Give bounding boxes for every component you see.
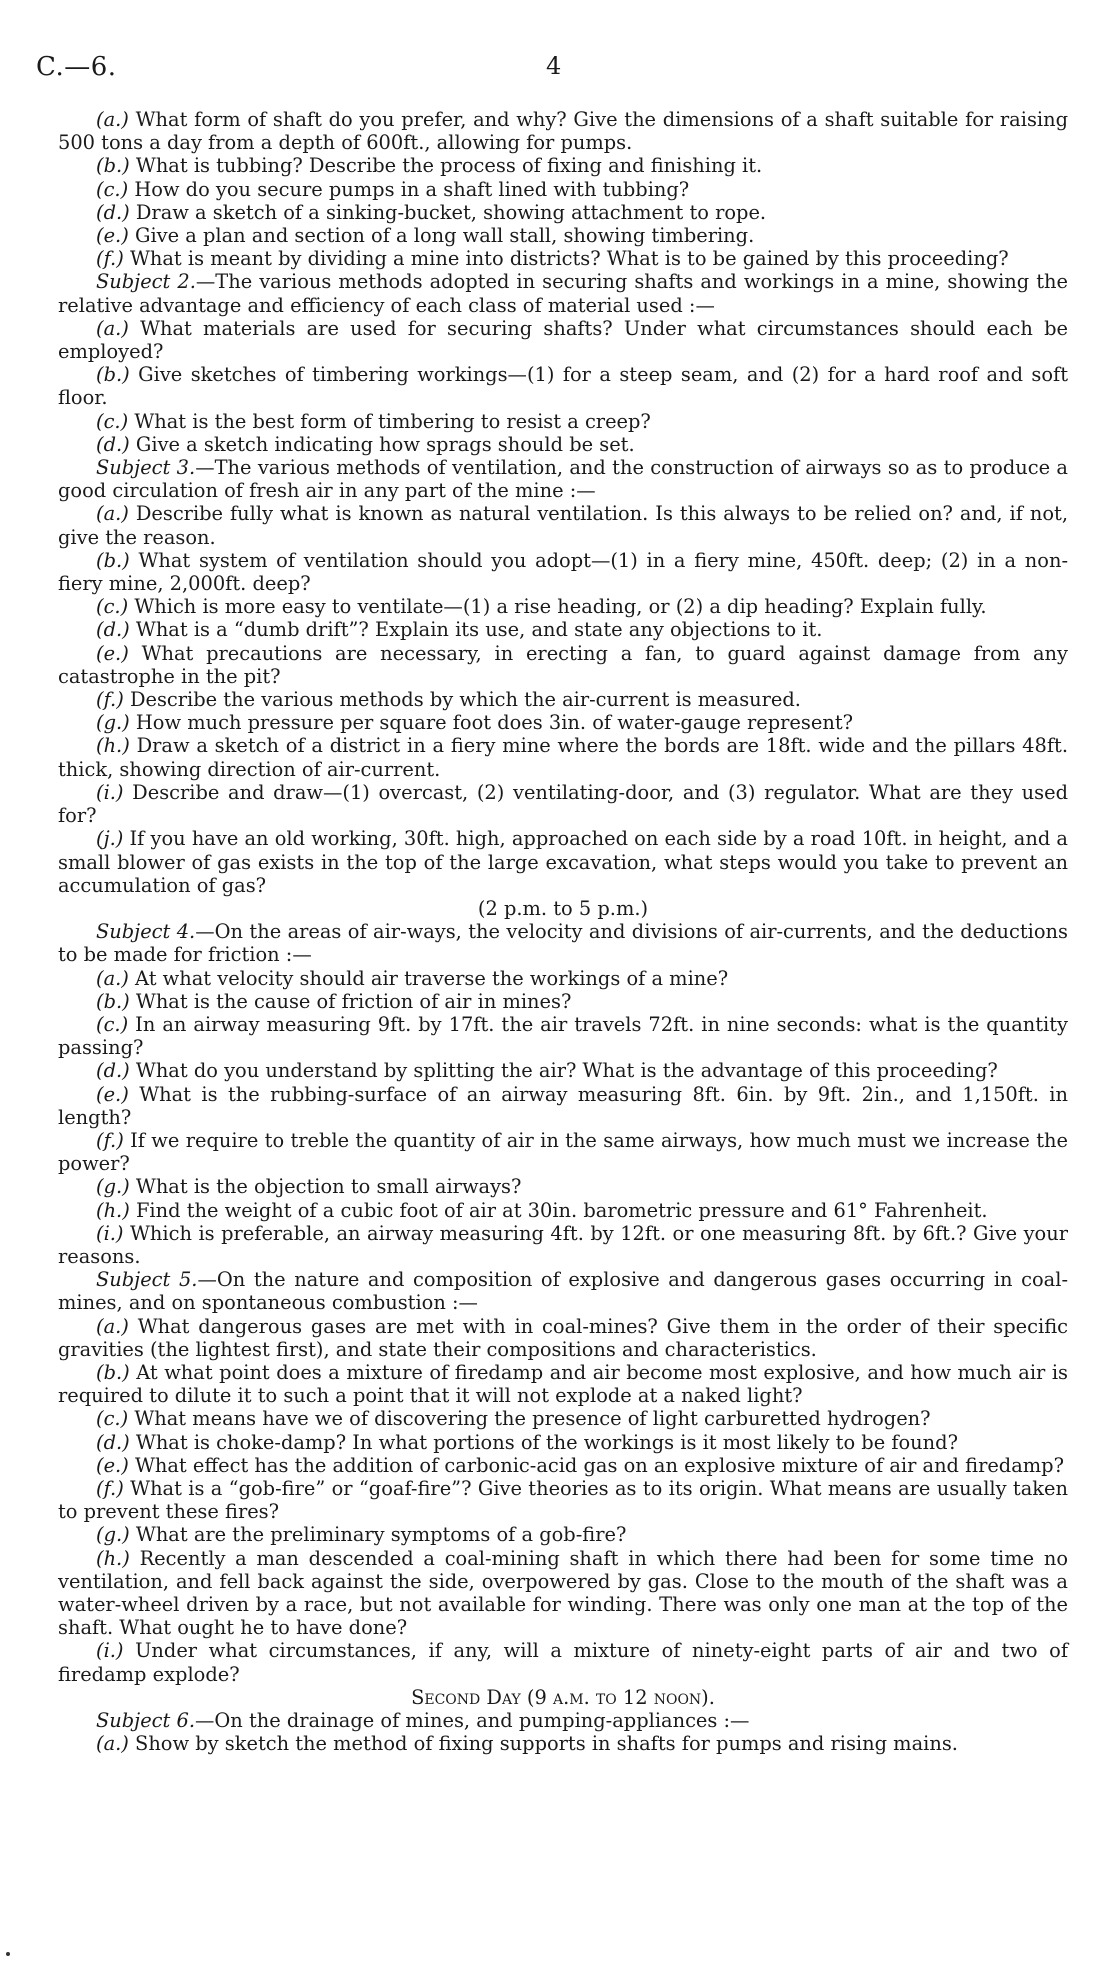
- question-item: [58, 433, 1068, 456]
- question-label: (b.): [96, 154, 130, 178]
- questions-section-3: [58, 1709, 1068, 1755]
- question-label: (g.): [96, 1523, 130, 1547]
- question-text: How much pressure per square foot does 3in. of water-gauge represent?: [135, 711, 854, 735]
- question-text: What form of shaft do you prefer, and why? Give the dimensions of a shaft suitable for raising 500 tons a day from a depth of 600ft., allowing for pumps.: [58, 108, 1068, 155]
- question-item: [58, 108, 1068, 154]
- question-item: [58, 363, 1068, 409]
- subject-heading: [58, 920, 1068, 966]
- question-text: What effect has the addition of carbonic-acid gas on an explosive mixture of air and firedamp?: [134, 1453, 1064, 1477]
- question-item: [58, 990, 1068, 1013]
- question-item: [58, 734, 1068, 780]
- question-label: (e.): [96, 1453, 129, 1477]
- question-label: (f.): [96, 247, 124, 271]
- question-text: What precautions are necessary, in erecting a fan, to guard against damage from any catastrophe in the pit?: [58, 641, 1068, 688]
- question-label: (g.): [96, 1175, 130, 1199]
- question-item: [58, 967, 1068, 990]
- question-item: [58, 781, 1068, 827]
- questions-section-1: [58, 108, 1068, 897]
- question-label: (d.): [96, 200, 130, 224]
- question-item: [58, 178, 1068, 201]
- question-text: At what velocity should air traverse the workings of a mine?: [135, 966, 729, 990]
- question-label: (a.): [96, 1314, 129, 1338]
- question-label: (b.): [96, 989, 130, 1013]
- question-label: (a.): [96, 966, 129, 990]
- question-label: (c.): [96, 1012, 129, 1036]
- question-text: Describe fully what is known as natural ventilation. Is this always to be relied on? and, if not, give the reason.: [58, 502, 1068, 549]
- question-text: If we require to treble the quantity of air in the same airways, how much must we increase the power?: [58, 1128, 1068, 1176]
- question-label: (b.): [96, 363, 130, 387]
- question-label: (e.): [96, 641, 129, 665]
- question-item: [58, 688, 1068, 711]
- question-text: Draw a sketch of a sinking-bucket, showing attachment to rope.: [135, 200, 767, 224]
- questions-section-2: [58, 920, 1068, 1686]
- question-item: [58, 1175, 1068, 1198]
- question-label: (d.): [96, 1430, 130, 1454]
- question-text: Give a plan and section of a long wall stall, showing timbering.: [134, 224, 755, 248]
- question-label: (a.): [96, 502, 129, 526]
- question-label: (h.): [96, 734, 130, 758]
- subject-label: Subject 4.: [96, 920, 196, 944]
- question-text: What means have we of discovering the presence of light carburetted hydrogen?: [134, 1407, 931, 1431]
- subject-text: —The various methods adopted in securing shafts and workings in a mine, showing the relative advantage and efficiency of each class of material used :—: [58, 270, 1068, 317]
- subject-label: Subject 6.: [96, 1709, 195, 1733]
- question-label: (c.): [96, 1407, 129, 1431]
- question-label: (i.): [96, 1221, 124, 1245]
- question-text: What is the rubbing-surface of an airway measuring 8ft. 6in. by 9ft. 2in., and 1,150ft. in length?: [58, 1082, 1068, 1129]
- question-item: [58, 1199, 1068, 1222]
- question-item: [58, 1477, 1068, 1523]
- question-text: What do you understand by splitting the air? What is the advantage of this proceeding?: [135, 1059, 998, 1083]
- session-time: (2 p.m. to 5 p.m.): [477, 896, 649, 920]
- subject-text: —On the drainage of mines, and pumping-appliances :—: [195, 1709, 750, 1733]
- question-text: How do you secure pumps in a shaft lined with tubbing?: [134, 177, 690, 201]
- question-item: [58, 549, 1068, 595]
- question-item: [58, 1013, 1068, 1059]
- question-item: [58, 1547, 1068, 1640]
- question-text: Which is preferable, an airway measuring 4ft. by 12ft. or one measuring 8ft. by 6ft.? Give your reasons.: [58, 1221, 1068, 1268]
- subject-label: Subject 3.: [96, 456, 196, 480]
- question-item: [58, 224, 1068, 247]
- question-item: [58, 1315, 1068, 1361]
- question-item: [58, 502, 1068, 548]
- question-text: What system of ventilation should you adopt—(1) in a fiery mine, 450ft. deep; (2) in a non-fiery mine, 2,000ft. deep?: [58, 548, 1068, 596]
- question-item: [58, 154, 1068, 177]
- question-text: What is meant by dividing a mine into districts? What is to be gained by this proceeding?: [129, 247, 1009, 271]
- question-label: (c.): [96, 177, 129, 201]
- question-text: Give a sketch indicating how sprags should be set.: [135, 432, 635, 456]
- question-item: [58, 1059, 1068, 1082]
- question-label: (d.): [96, 618, 130, 642]
- question-item: [58, 711, 1068, 734]
- question-item: [58, 201, 1068, 224]
- question-item: [58, 1083, 1068, 1129]
- question-label: (a.): [96, 1732, 129, 1756]
- question-item: [58, 1129, 1068, 1175]
- subject-heading: [58, 270, 1068, 316]
- question-label: (e.): [96, 224, 129, 248]
- question-text: What is the objection to small airways?: [135, 1175, 522, 1199]
- question-text: Describe the various methods by which the air-current is measured.: [129, 688, 801, 712]
- question-text: What materials are used for securing shafts? Under what circumstances should each be employed?: [58, 316, 1068, 364]
- question-text: In an airway measuring 9ft. by 17ft. the air travels 72ft. in nine seconds: what is the quantity passing?: [58, 1012, 1068, 1060]
- question-text: Which is more easy to ventilate—(1) a rise heading, or (2) a dip heading? Explain fully.: [134, 595, 987, 619]
- question-text: What is tubbing? Describe the process of fixing and finishing it.: [135, 154, 763, 178]
- question-label: (e.): [96, 1082, 129, 1106]
- question-text: Show by sketch the method of fixing supports in shafts for pumps and rising mains.: [135, 1732, 958, 1756]
- question-label: (i.): [96, 1639, 124, 1663]
- question-item: [58, 595, 1068, 618]
- subject-heading: [58, 1268, 1068, 1314]
- question-text: What is choke-damp? In what portions of the workings is it most likely to be found?: [135, 1430, 958, 1454]
- subject-text: —The various methods of ventilation, and the construction of airways so as to produce a good circulation of fresh air in any part of the mine :—: [58, 456, 1068, 503]
- question-text: What is a “dumb drift”? Explain its use, and state any objections to it.: [135, 618, 823, 642]
- question-text: What is the best form of timbering to resist a creep?: [134, 409, 651, 433]
- question-item: [58, 1639, 1068, 1685]
- page-header: [36, 52, 1076, 86]
- question-label: (f.): [96, 1128, 124, 1152]
- page-number: 4: [546, 52, 562, 80]
- document-reference: C.—6.: [36, 52, 117, 82]
- question-label: (b.): [96, 1360, 130, 1384]
- question-text: Find the weight of a cubic foot of air at 30in. barometric pressure and 61° Fahrenheit.: [135, 1198, 988, 1222]
- question-item: [58, 1431, 1068, 1454]
- question-text: Recently a man descended a coal-mining shaft in which there had been for some time no ventilation, and fell back against the side, overpowered by gas. Close to the mouth of the shaft was a water-wheel driven by a race, but not available for winding. There was only one man at the top of the shaft. What ought he to have done?: [58, 1546, 1068, 1640]
- second-day-heading: Second Day (9 a.m. to 12 noon).: [411, 1685, 715, 1709]
- question-item: [58, 827, 1068, 897]
- question-item: [58, 1407, 1068, 1430]
- document-body: [58, 108, 1068, 1755]
- question-item: [58, 317, 1068, 363]
- question-item: [58, 642, 1068, 688]
- question-item: [58, 1454, 1068, 1477]
- question-label: (a.): [96, 108, 129, 131]
- question-label: (j.): [96, 827, 124, 851]
- subject-heading: [58, 456, 1068, 502]
- question-item: [58, 247, 1068, 270]
- question-label: (c.): [96, 595, 129, 619]
- question-label: (h.): [96, 1546, 130, 1570]
- question-text: Describe and draw—(1) overcast, (2) ventilating-door, and (3) regulator. What are they used for?: [58, 780, 1068, 828]
- question-text: If you have an old working, 30ft. high, approached on each side by a road 10ft. in height, and a small blower of gas exists in the top of the large excavation, what steps would you take to prevent an accumulation of gas?: [58, 827, 1068, 897]
- question-label: (f.): [96, 1476, 124, 1500]
- question-label: (f.): [96, 688, 124, 712]
- question-label: (a.): [96, 316, 129, 340]
- question-label: (g.): [96, 711, 130, 735]
- question-label: (b.): [96, 548, 130, 572]
- question-text: What is the cause of friction of air in mines?: [135, 989, 572, 1013]
- subject-text: —On the areas of air-ways, the velocity and divisions of air-currents, and the deductions to be made for friction :—: [58, 920, 1068, 967]
- question-item: [58, 1361, 1068, 1407]
- question-item: [58, 1523, 1068, 1546]
- question-item: [58, 618, 1068, 641]
- question-text: What dangerous gases are met with in coal-mines? Give them in the order of their specific gravities (the lightest first), and state their compositions and characteristics.: [58, 1314, 1068, 1361]
- question-item: [58, 1222, 1068, 1268]
- question-text: Under what circumstances, if any, will a mixture of ninety-eight parts of air and two of firedamp explode?: [58, 1639, 1069, 1686]
- subject-label: Subject 5.: [96, 1268, 198, 1292]
- question-item: [58, 410, 1068, 433]
- question-label: (d.): [96, 432, 130, 456]
- question-text: What are the preliminary symptoms of a gob-fire?: [135, 1523, 627, 1547]
- question-item: [58, 1732, 1068, 1755]
- question-label: (i.): [96, 780, 124, 804]
- question-text: What is a “gob-fire” or “goaf-fire”? Give theories as to its origin. What means are usually taken to prevent these fires?: [58, 1476, 1068, 1524]
- subject-text: —On the nature and composition of explosive and dangerous gases occurring in coal-mines, and on spontaneous combustion :—: [58, 1268, 1068, 1315]
- question-text: Give sketches of timbering workings—(1) for a steep seam, and (2) for a hard roof and soft floor.: [58, 363, 1068, 410]
- subject-label: Subject 2.: [96, 270, 196, 294]
- question-label: (c.): [96, 409, 129, 433]
- question-label: (h.): [96, 1198, 130, 1222]
- margin-mark: [6, 1952, 10, 1956]
- question-label: (d.): [96, 1059, 130, 1083]
- question-text: Draw a sketch of a district in a fiery mine where the bords are 18ft. wide and the pillars 48ft. thick, showing direction of air-current.: [58, 734, 1068, 781]
- subject-heading: [58, 1709, 1068, 1732]
- question-text: At what point does a mixture of firedamp and air become most explosive, and how much air is required to dilute it to such a point that it will not explode at a naked light?: [58, 1360, 1068, 1408]
